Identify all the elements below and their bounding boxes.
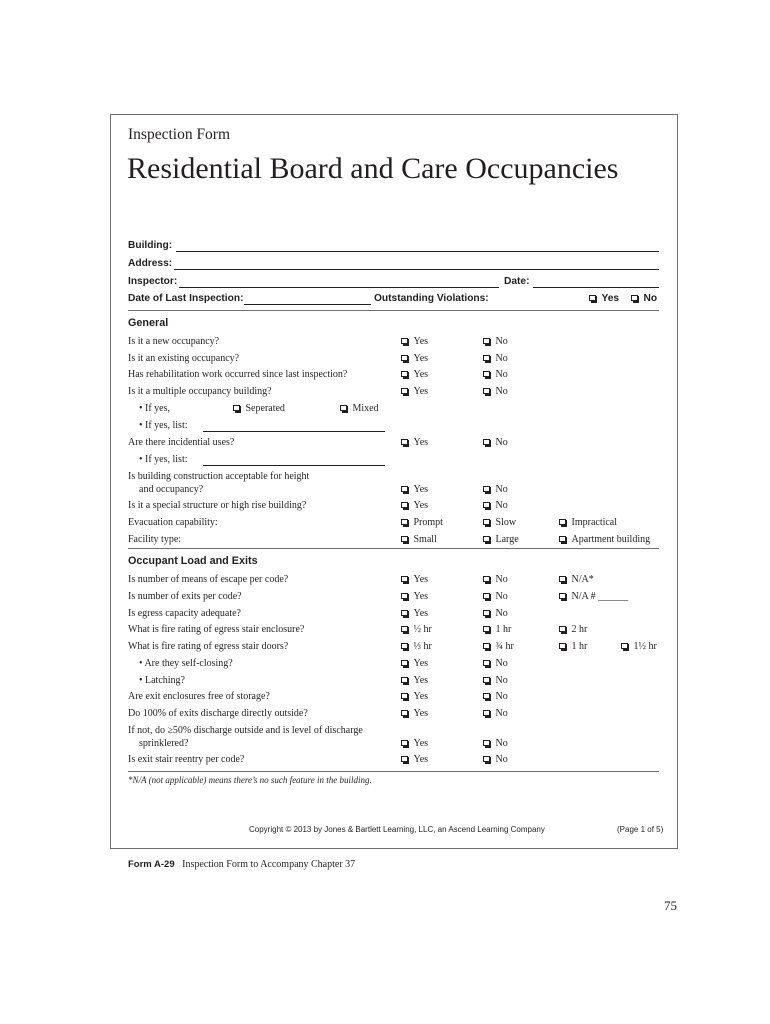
checkbox-icon: [401, 388, 408, 395]
option-yes[interactable]: Yes: [401, 369, 428, 380]
checkbox-icon: [483, 519, 490, 526]
question-means-of-escape: Is number of means of escape per code?: [128, 574, 289, 585]
checkbox-icon: [559, 576, 566, 583]
option-yes[interactable]: Yes: [401, 754, 428, 765]
sub-question-list: • If yes, list:: [139, 420, 188, 431]
option-one-hr[interactable]: 1 hr: [483, 624, 511, 635]
option-no[interactable]: No: [483, 353, 508, 364]
violations-yes[interactable]: Yes: [589, 293, 619, 304]
option-two-hr[interactable]: 2 hr: [559, 624, 587, 635]
option-half-hr[interactable]: ½ hr: [401, 624, 432, 635]
checkbox-icon: [401, 519, 408, 526]
option-no[interactable]: No: [483, 484, 508, 495]
question-discharge-sprinklered: If not, do ≥50% discharge outside and is level of discharge: [128, 725, 363, 736]
sub-question-if-yes: • If yes,: [139, 403, 170, 414]
option-one-half-hr[interactable]: 1½ hr: [621, 641, 657, 652]
option-yes[interactable]: Yes: [401, 437, 428, 448]
option-slow[interactable]: Slow: [483, 517, 516, 528]
option-no[interactable]: No: [483, 500, 508, 511]
checkbox-icon: [483, 576, 490, 583]
option-yes[interactable]: Yes: [401, 500, 428, 511]
checkbox-icon: [483, 388, 490, 395]
checkbox-icon: [401, 626, 408, 633]
option-yes[interactable]: Yes: [401, 658, 428, 669]
option-yes[interactable]: Yes: [401, 608, 428, 619]
inspector-label: Inspector:: [128, 276, 178, 287]
date-field[interactable]: [533, 287, 659, 288]
address-label: Address:: [128, 258, 173, 269]
option-no[interactable]: No: [483, 591, 508, 602]
option-no[interactable]: No: [483, 738, 508, 749]
option-yes[interactable]: Yes: [401, 738, 428, 749]
option-yes[interactable]: Yes: [401, 675, 428, 686]
question-stair-enclosure-rating: What is fire rating of egress stair enclosure?: [128, 624, 305, 635]
option-no[interactable]: No: [483, 754, 508, 765]
checkbox-icon: [401, 536, 408, 543]
question-stair-reentry: Is exit stair reentry per code?: [128, 754, 245, 765]
option-one-hr[interactable]: 1 hr: [559, 641, 587, 652]
checkbox-icon: [483, 486, 490, 493]
checkbox-icon: [483, 756, 490, 763]
option-no[interactable]: No: [483, 574, 508, 585]
checkbox-icon: [483, 660, 490, 667]
question-special-structure: Is it a special structure or high rise building?: [128, 500, 307, 511]
question-enclosures-storage: Are exit enclosures free of storage?: [128, 691, 270, 702]
checkbox-icon: [401, 693, 408, 700]
checkbox-icon: [233, 405, 240, 412]
option-apartment-building[interactable]: Apartment building: [559, 534, 650, 545]
checkbox-icon: [401, 677, 408, 684]
address-field[interactable]: [174, 269, 659, 270]
checkbox-icon: [559, 643, 566, 650]
checkbox-icon: [483, 643, 490, 650]
option-no[interactable]: No: [483, 437, 508, 448]
inspector-field[interactable]: [179, 287, 499, 288]
footnote: *N/A (not applicable) means there’s no such feature in the building.: [128, 775, 372, 785]
option-yes[interactable]: Yes: [401, 353, 428, 364]
checkbox-icon: [483, 371, 490, 378]
copyright: Copyright © 2013 by Jones & Bartlett Learning, LLC, an Ascend Learning Company: [249, 825, 545, 834]
divider: [128, 771, 659, 772]
sub-question-latching: • Latching?: [139, 675, 185, 686]
option-small[interactable]: Small: [401, 534, 437, 545]
checkbox-icon: [401, 593, 408, 600]
checkbox-icon: [621, 643, 628, 650]
checkbox-icon: [559, 593, 566, 600]
option-third-hr[interactable]: ⅓ hr: [401, 641, 432, 652]
checkbox-icon: [483, 710, 490, 717]
option-no[interactable]: No: [483, 369, 508, 380]
divider: [128, 548, 659, 549]
list-field[interactable]: [203, 431, 385, 432]
checkbox-icon: [401, 371, 408, 378]
list-field[interactable]: [203, 465, 385, 466]
checkbox-icon: [589, 295, 596, 302]
question-evacuation: Evacuation capability:: [128, 517, 218, 528]
page-of: (Page 1 of 5): [617, 825, 664, 834]
question-incidential-uses: Are there incidential uses?: [128, 437, 235, 448]
question-existing-occupancy: Is it an existing occupancy?: [128, 353, 240, 364]
option-no[interactable]: No: [483, 675, 508, 686]
date-label: Date:: [504, 276, 530, 287]
checkbox-icon: [483, 338, 490, 345]
last-inspection-field[interactable]: [244, 304, 371, 305]
caption-text: Inspection Form to Accompany Chapter 37: [182, 859, 356, 870]
checkbox-icon: [483, 536, 490, 543]
sub-question-self-closing: • Are they self-closing?: [139, 658, 233, 669]
checkbox-icon: [340, 405, 347, 412]
checkbox-icon: [483, 610, 490, 617]
option-yes[interactable]: Yes: [401, 708, 428, 719]
form-kicker: Inspection Form: [128, 126, 231, 143]
section-occupant-load: Occupant Load and Exits: [128, 555, 258, 567]
option-yes[interactable]: Yes: [401, 691, 428, 702]
checkbox-icon: [483, 439, 490, 446]
checkbox-icon: [401, 756, 408, 763]
checkbox-icon: [401, 610, 408, 617]
caption-label: Form A-29: [128, 859, 175, 870]
question-discharge-sprinklered-cont: sprinklered?: [139, 738, 189, 749]
checkbox-icon: [401, 486, 408, 493]
checkbox-icon: [401, 710, 408, 717]
checkbox-icon: [401, 439, 408, 446]
building-field[interactable]: [176, 251, 659, 252]
question-new-occupancy: Is it a new occupancy?: [128, 336, 220, 347]
checkbox-icon: [483, 355, 490, 362]
question-number-of-exits: Is number of exits per code?: [128, 591, 242, 602]
question-facility-type: Facility type:: [128, 534, 182, 545]
option-no[interactable]: No: [483, 608, 508, 619]
checkbox-icon: [559, 536, 566, 543]
option-yes[interactable]: Yes: [401, 574, 428, 585]
option-na-number[interactable]: N/A # ______: [559, 591, 628, 602]
option-seperated[interactable]: Seperated: [233, 403, 285, 414]
checkbox-icon: [483, 502, 490, 509]
option-yes[interactable]: Yes: [401, 484, 428, 495]
option-no[interactable]: No: [483, 386, 508, 397]
question-construction-cont: and occupancy?: [139, 484, 204, 495]
option-no[interactable]: No: [483, 691, 508, 702]
last-inspection-label: Date of Last Inspection:: [128, 293, 244, 304]
checkbox-icon: [483, 693, 490, 700]
question-egress-capacity: Is egress capacity adequate?: [128, 608, 241, 619]
violations-no[interactable]: No: [631, 293, 657, 304]
checkbox-icon: [559, 519, 566, 526]
building-label: Building:: [128, 240, 173, 251]
question-rehabilitation: Has rehabilitation work occurred since last inspection?: [128, 369, 348, 380]
page-number: 75: [664, 898, 677, 913]
question-exits-discharge: Do 100% of exits discharge directly outside?: [128, 708, 308, 719]
checkbox-icon: [631, 295, 638, 302]
checkbox-icon: [401, 502, 408, 509]
option-impractical[interactable]: Impractical: [559, 517, 617, 528]
checkbox-icon: [559, 626, 566, 633]
checkbox-icon: [401, 643, 408, 650]
option-na[interactable]: N/A*: [559, 574, 594, 585]
divider: [128, 310, 659, 311]
option-three-quarter-hr[interactable]: ¾ hr: [483, 641, 514, 652]
question-stair-door-rating: What is fire rating of egress stair doors?: [128, 641, 289, 652]
checkbox-icon: [483, 677, 490, 684]
option-mixed[interactable]: Mixed: [340, 403, 379, 414]
checkbox-icon: [483, 740, 490, 747]
question-construction: Is building construction acceptable for height: [128, 471, 310, 482]
checkbox-icon: [483, 626, 490, 633]
option-large[interactable]: Large: [483, 534, 519, 545]
form-title: Residential Board and Care Occupancies: [127, 152, 619, 185]
sub-question-list: • If yes, list:: [139, 454, 188, 465]
option-yes[interactable]: Yes: [401, 591, 428, 602]
option-no[interactable]: No: [483, 658, 508, 669]
checkbox-icon: [401, 740, 408, 747]
section-general: General: [128, 317, 169, 329]
option-yes[interactable]: Yes: [401, 386, 428, 397]
form-caption: [128, 859, 355, 870]
checkbox-icon: [483, 593, 490, 600]
checkbox-icon: [401, 338, 408, 345]
checkbox-icon: [401, 576, 408, 583]
checkbox-icon: [401, 660, 408, 667]
outstanding-violations-label: Outstanding Violations:: [374, 293, 489, 304]
option-prompt[interactable]: Prompt: [401, 517, 443, 528]
checkbox-icon: [401, 355, 408, 362]
question-multiple-occupancy: Is it a multiple occupancy building?: [128, 386, 272, 397]
option-yes[interactable]: Yes: [401, 336, 428, 347]
inspection-form: [110, 114, 678, 849]
option-no[interactable]: No: [483, 336, 508, 347]
option-no[interactable]: No: [483, 708, 508, 719]
